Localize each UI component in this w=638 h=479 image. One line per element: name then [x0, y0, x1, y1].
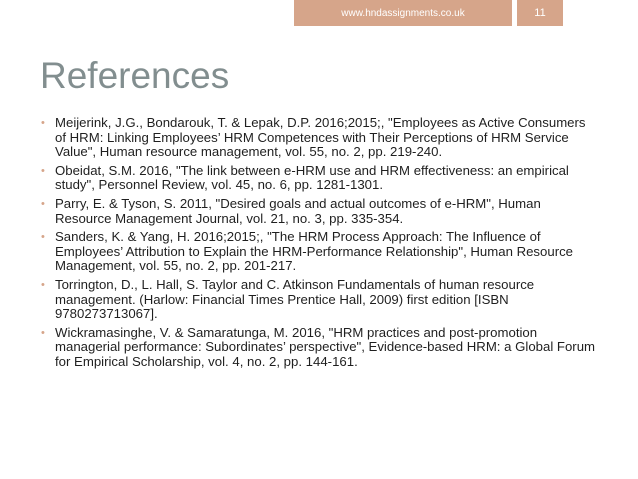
bullet-icon: • [41, 117, 45, 129]
reference-text: Obeidat, S.M. 2016, "The link between e-HRM use and HRM effectiveness: an empirical study", Personnel Review, vol. 45, no. 6, pp. 1281-1301. [55, 162, 569, 193]
reference-item [40, 197, 600, 226]
bullet-icon: • [41, 197, 45, 210]
reference-item [40, 230, 600, 274]
bullet-icon: • [41, 231, 45, 244]
header-url: www.hndassignments.co.uk [341, 7, 465, 19]
slide-title: References [40, 55, 230, 96]
page-number-box [517, 0, 563, 26]
bullet-icon: • [41, 278, 45, 291]
reference-text: Torrington, D., L. Hall, S. Taylor and C. Atkinson Fundamentals of human resource management. (Harlow: Financial Times Prentice Hall, 2009) first edition [ISBN 9780273713067]. [55, 276, 535, 322]
reference-list [40, 116, 600, 374]
reference-item [40, 164, 600, 193]
reference-text: Meijerink, J.G., Bondarouk, T. & Lepak, D.P. 2016;2015;, "Employees as Active Consumers of HRM: Linking Employees’ HRM Competences with Their Perceptions of HRM Service Value", Human resource management, vol. 55, no. 2, pp. 219-240. [55, 115, 586, 160]
reference-text: Wickramasinghe, V. & Samaratunga, M. 2016, "HRM practices and post-promotion managerial performance: Subordinates’ perspective", Evidence-based HRM: a Global Forum for Empirical Scholarship, vol. 4, no. 2, pp. 144-161. [55, 324, 596, 369]
reference-item [40, 278, 600, 322]
bullet-icon: • [41, 326, 45, 339]
reference-item [40, 326, 600, 370]
page-number: 11 [534, 7, 546, 19]
bullet-icon: • [41, 164, 45, 177]
reference-item [40, 116, 600, 160]
header-url-bar [294, 0, 512, 26]
reference-text: Parry, E. & Tyson, S. 2011, "Desired goals and actual outcomes of e-HRM", Human Resource Management Journal, vol. 21, no. 3, pp. 335-354. [55, 195, 541, 226]
reference-text: Sanders, K. & Yang, H. 2016;2015;, "The HRM Process Approach: The Influence of Employees’ Attribution to Explain the HRM-Performance Relationship", Human Resource Management, vol. 55, no. 2, pp. 201-217. [55, 229, 574, 274]
